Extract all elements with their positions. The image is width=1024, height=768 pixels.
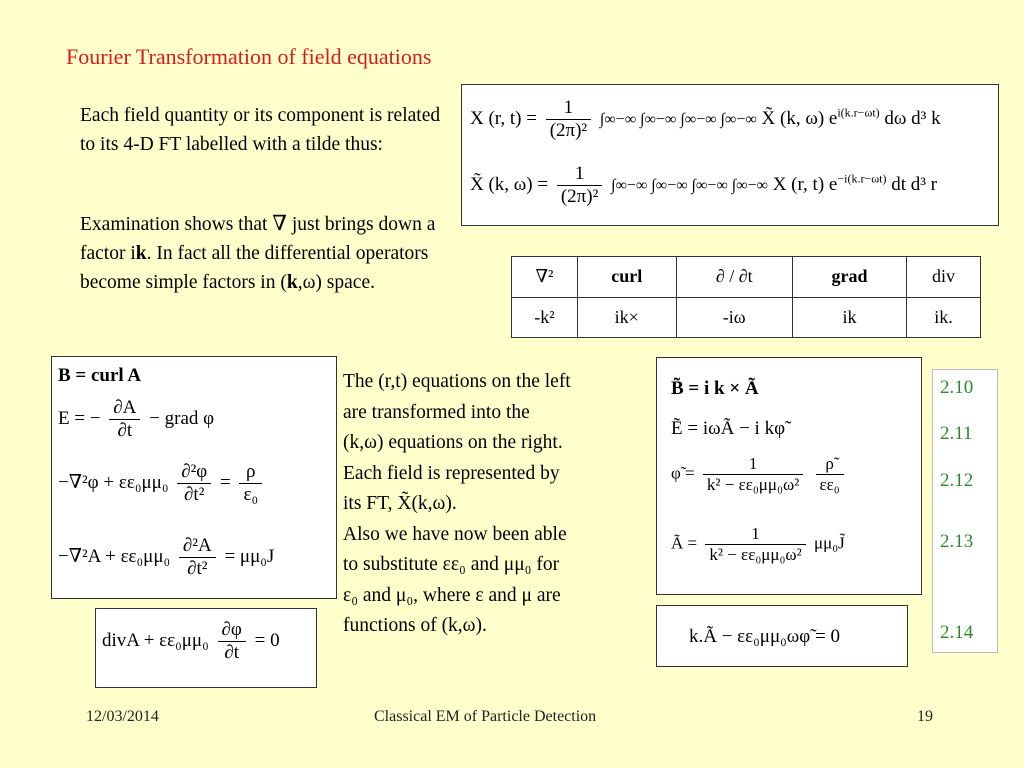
- equation-a-tilde: Ã = $\frac{1}{\text{k² − εε₀μμ₀ω²}}$ μμ₀J̃: [671, 524, 845, 564]
- header-curl: curl: [577, 257, 676, 298]
- operators-header-row: [512, 257, 981, 298]
- header-div: div: [906, 257, 980, 298]
- operators-table: [511, 256, 981, 338]
- footer-date: 12/03/2014: [86, 708, 159, 725]
- equation-b-curl-a: B = curl A: [58, 365, 142, 386]
- k-dot-a-box: [656, 605, 908, 667]
- ft-equations-box: [461, 84, 999, 226]
- transformation-explanation: The (r,t) equations on the left are transformed into the (k,ω) equations on the right. Each field is represented by its FT, X̃(k,ω). Also we have now been able to substitute εε₀ and μμ₀ for ε₀ and μ₀, where ε and μ are functions of (k,ω).: [343, 371, 571, 636]
- operators-value-row: [512, 297, 981, 338]
- value-div: ik.: [906, 297, 980, 338]
- equation-k-dot-a: k.Ã − εε₀μμ₀ωφ̃ = 0: [689, 626, 840, 647]
- equation-b-tilde: B̃ = i k × Ã: [671, 378, 759, 399]
- examination-paragraph: Examination shows that ∇ just brings down a factor ik. In fact all the differential operators become simple factors in (k,ω) space.: [80, 211, 436, 293]
- equation-numbers-column: [932, 369, 998, 653]
- equation-e-tilde: Ẽ = iωÃ − i kφ̃: [671, 418, 786, 439]
- inverse-ft-equation: X (r, t) = $\frac{1}{\text{(2π)²}}$ ∫∞−∞ ∫∞−∞ ∫∞−∞ ∫∞−∞ X̃ (k, ω) $e^{i(k.r-\omega t)}$ dω d³ k: [470, 97, 941, 141]
- equation-number-2-14: 2.14: [940, 622, 974, 643]
- equation-lorenz-condition: divA + εε₀μμ₀ $\frac{\partial\varphi}{\partial t}$ = 0: [102, 619, 280, 663]
- equation-potential-a: −∇²A + εε₀μμ₀ $\frac{\text{∂²A}}{\text{∂t²}}$ = μμ₀J: [58, 535, 275, 579]
- slide-title: Fourier Transformation of field equations: [66, 44, 432, 69]
- equation-number-2-12: 2.12: [940, 470, 974, 491]
- equation-phi-tilde: φ̃ = $\frac{1}{\text{k² − εε₀μμ₀ω²}}$ $\frac{\rhõ}{\text{εε₀}}$: [671, 454, 848, 495]
- equation-number-2-13: 2.13: [940, 531, 974, 552]
- header-grad: grad: [792, 257, 906, 298]
- fourier-space-equations-box: [656, 357, 922, 595]
- equation-number-2-10: 2.10: [940, 377, 974, 398]
- div-equation-box: [95, 608, 317, 688]
- nabla-symbol: ∇: [272, 211, 287, 235]
- value-nabla-squared: -k²: [512, 297, 578, 338]
- equation-number-2-11: 2.11: [940, 423, 973, 444]
- footer-page-number: 19: [917, 708, 933, 725]
- value-time-derivative: -iω: [676, 297, 792, 338]
- value-grad: ik: [792, 297, 906, 338]
- footer-course-title: Classical EM of Particle Detection: [374, 708, 597, 725]
- intro-paragraph: Each field quantity or its component is related to its 4-D FT labelled with a tilde thus:: [80, 105, 441, 155]
- forward-ft-equation: X̃ (k, ω) = $\frac{1}{\text{(2π)²}}$ ∫∞−∞ ∫∞−∞ ∫∞−∞ ∫∞−∞ X (r, t) $e^{-i(k.r-\omega t)}$ dt d³ r: [470, 163, 937, 207]
- header-time-derivative: ∂ / ∂t: [676, 257, 792, 298]
- value-curl: ik×: [577, 297, 676, 338]
- header-nabla-squared: ∇²: [512, 257, 578, 298]
- equation-e-field: E = − $\frac{\partial A}{\partial t}$ − grad φ: [58, 397, 215, 441]
- real-space-equations-box: [51, 356, 337, 599]
- equation-potential-phi: −∇²φ + εε₀μμ₀ $\frac{\text{∂²φ}}{\text{∂t²}}$ = $\frac{\rho}{\text{ε₀}}$: [58, 461, 266, 506]
